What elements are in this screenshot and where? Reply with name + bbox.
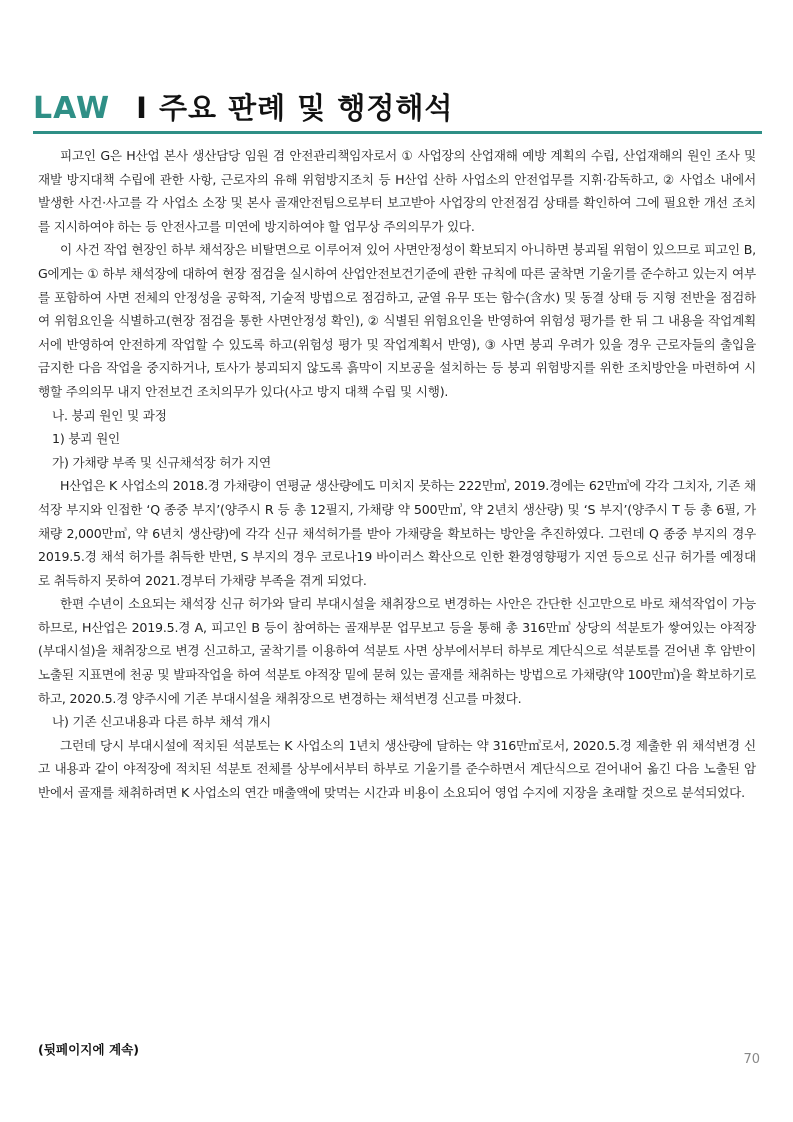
paragraph-duty-g: 피고인 G은 H산업 본사 생산담당 임원 겸 안전관리책임자로서 ① 사업장의 산업재해 예방 계획의 수립, 산업재해의 원인 조사 및 재발 방지대책 수립에 관한 사항, 근로자의 유해 위험방지조치 등 H산업 산하 사업소의 안전업무를 지휘·감독하고, ② 사업소 내에서 발생한 사건·사고를 각 사업소 소장 및 본사 골재안전팀으로부터 보고받아 사업장의 안전점검 상태를 확인하여 그에 필요한 개선 조치를 지시하여야 하는 등 안전사고를 미연에 방지하여야 할 업무상 주의의무가 있다. [38,148,756,234]
section-label: LAW [33,91,111,126]
heading-collapse-cause-process: 나. 붕괴 원인 및 과정 [52,407,167,423]
paragraph-reserve-shortage: H산업은 K 사업소의 2018.경 가채량이 연평균 생산량에도 미치지 못하는 222만㎥, 2019.경에는 62만㎥에 각각 그치자, 기존 채석장 부지와 인접한 ‘Q 종중 부지’(양주시 R 등 총 12필지, 가채량 약 500만㎥, 약 2년치 생산량) 및 ‘S 부지’(양주시 T 등 총 6필, 가채량 2,000만㎥, 약 6년치 생산량)에 각각 신규 채석허가를 받아 가채량을 확보하는 방안을 추진하였다. 그런데 Q 종중 부지의 경우 2019.5.경 채석 허가를 취득한 반면, S 부지의 경우 코로나19 바이러스 확산으로 인한 환경영향평가 지연 등으로 신규 허가를 예정대로 취득하지 못하여 2021.경부터 가채량 부족을 겪게 되었다. [38,478,756,588]
page-number: 70 [743,1052,760,1067]
paragraph-change-report: 한편 수년이 소요되는 채석장 신규 허가와 달리 부대시설을 채취장으로 변경하는 사안은 간단한 신고만으로 바로 채석작업이 가능하므로, H산업은 2019.5.경 A, 피고인 B 등이 참여하는 골재부문 업무보고 등을 통해 총 316만㎥ 상당의 석분토가 쌓여있는 야적장(부대시설)을 채취장으로 변경 신고하고, 굴착기를 이용하여 석분토 사면 상부에서부터 하부로 계단식으로 석분토를 걷어낸 후 암반이 노출된 지표면에 천공 및 발파작업을 하여 석분토 야적장 밑에 묻혀 있는 골재를 채취하는 방법으로 가채량(약 100만㎥)을 확보하기로 하고, 2020.5.경 양주시에 기존 부대시설을 채취장으로 변경하는 채석변경 신고를 마쳤다. [38,596,756,706]
header-divider [33,131,762,134]
page-title: Ⅰ 주요 판례 및 행정해석 [136,91,454,125]
heading-collapse-cause: 1) 붕괴 원인 [52,431,120,447]
paragraph-lower-quarrying: 그런데 당시 부대시설에 적치된 석분토는 K 사업소의 1년치 생산량에 달하는 약 316만㎥로서, 2020.5.경 제출한 위 채석변경 신고 내용과 같이 야적장에 적치된 석분토 전체를 상부에서부터 하부로 기울기를 준수하면서 계단식으로 걷어내어 옮긴 다음 노출된 암반에서 골재를 채취하려면 K 사업소의 연간 매출액에 맞먹는 시간과 비용이 소요되어 영업 수지에 지장을 초래할 것으로 분석되었다. [38,737,756,801]
document-body [38,144,756,805]
heading-reserve-shortage: 가) 가채량 부족 및 신규채석장 허가 지연 [52,454,271,470]
paragraph-duty-bg: 이 사건 작업 현장인 하부 채석장은 비탈면으로 이루어져 있어 사면안정성이 확보되지 아니하면 붕괴될 위험이 있으므로 피고인 B, G에게는 ① 하부 채석장에 대하여 현장 점검을 실시하여 산업안전보건기준에 관한 규칙에 따른 굴착면 기울기를 준수하고 있는지 여부를 포함하여 사면 전체의 안정성을 공학적, 기술적 방법으로 점검하고, 균열 유무 또는 함수(含水) 및 동결 상태 등 지형 전반을 점검하여 위험요인을 식별하고(현장 점검을 통한 사면안정성 확인), ② 식별된 위험요인을 반영하여 위험성 평가를 한 뒤 그 내용을 작업계획서에 반영하여 안전하게 작업할 수 있도록 하고(위험성 평가 및 작업계획서 반영), ③ 사면 붕괴 우려가 있을 경우 근로자들의 출입을 금지한 다음 작업을 중지하거나, 토사가 붕괴되지 않도록 흙막이 지보공을 설치하는 등 붕괴 위험방지를 위한 조치방안을 마련하여 시행할 주의의무 내지 안전보건 조치의무가 있다(사고 방지 대책 수립 및 시행). [38,242,756,399]
heading-lower-quarrying: 나) 기존 신고내용과 다른 하부 채석 개시 [52,714,271,730]
page-header [33,86,453,126]
continued-note: (뒷페이지에 계속) [38,1042,140,1057]
